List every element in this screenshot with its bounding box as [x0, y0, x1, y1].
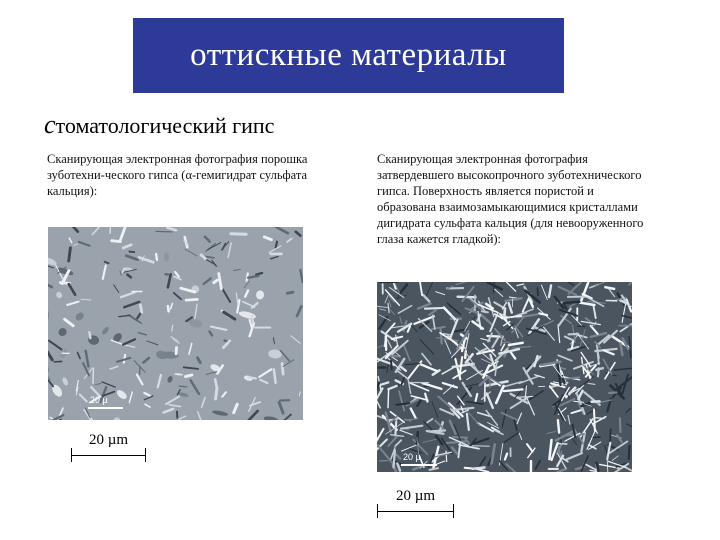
title-banner [133, 18, 564, 93]
powder-image-scale-label: 20 µ [90, 395, 108, 405]
subtitle-rest: томатологический гипс [55, 113, 275, 138]
subtitle-initial: с [44, 110, 56, 139]
slide-subtitle [44, 110, 274, 140]
hardened-image-scale-label: 20 µ [403, 452, 421, 462]
powder-micrograph-image [48, 227, 303, 420]
right-caption: Сканирующая электронная фотография затвердевшего высокопрочного зуботехнического гипса. Поверхность является пористой и образована взаимозамыкающимися кристаллами дигидрата сульфата кальция (для невооруженного глаза кажется гладкой): [377, 152, 644, 246]
right-scale-bar [377, 488, 454, 518]
slide-title: оттискные материалы [190, 37, 507, 73]
left-scale-bar [71, 432, 146, 462]
left-scale-label: 20 µm [88, 432, 129, 448]
right-scale-label: 20 µm [395, 488, 436, 504]
hardened-gypsum-micrograph-image [377, 282, 632, 472]
left-caption: Сканирующая электронная фотография порошка зуботехни-ческого гипса (α-гемигидрат сульфата кальция): [47, 152, 308, 198]
